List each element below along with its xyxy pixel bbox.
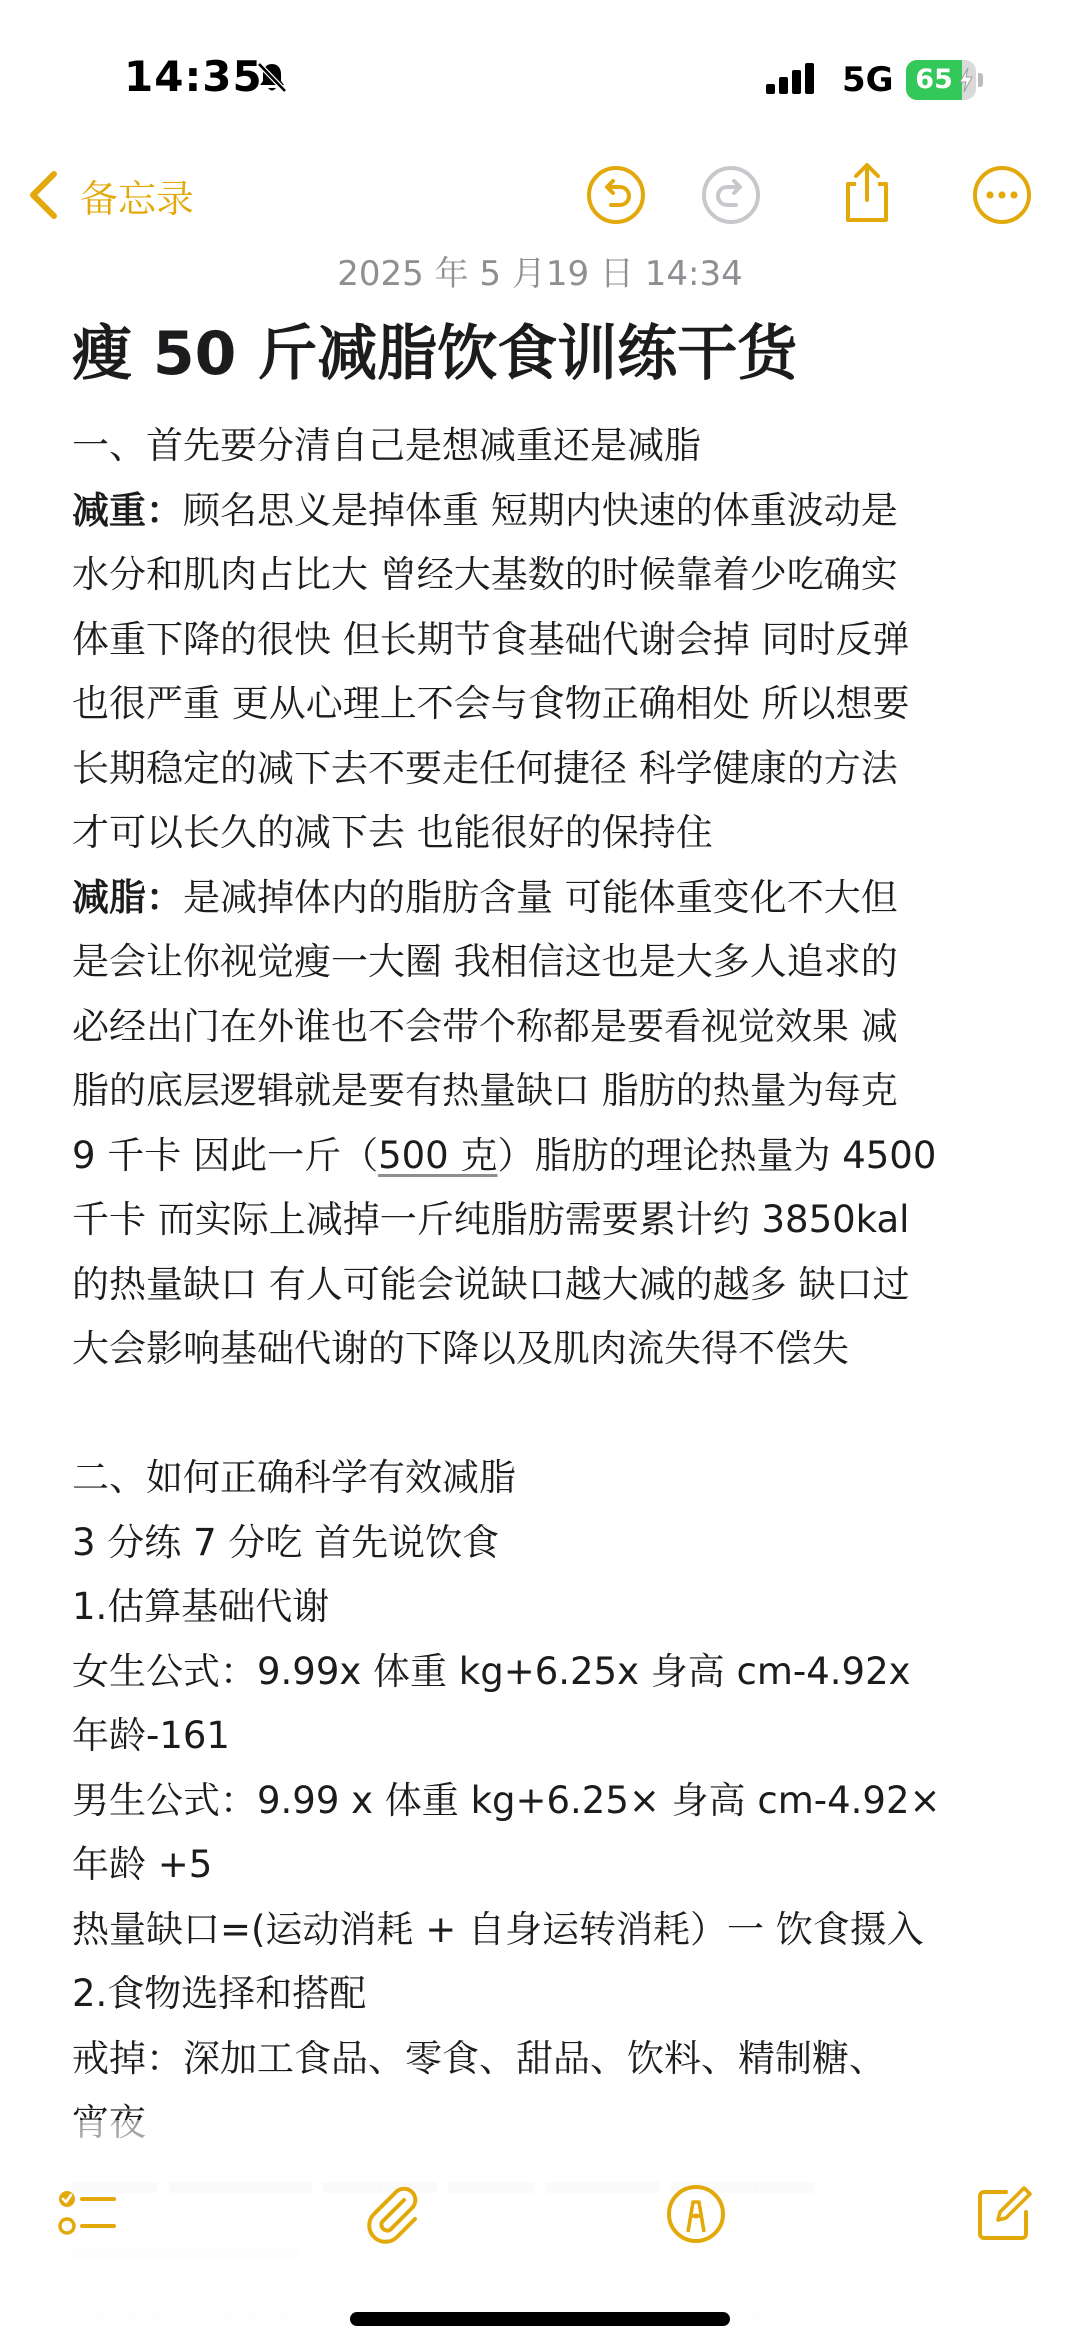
- bell-slash-icon: [254, 60, 290, 96]
- bottom-toolbar: [0, 2170, 1080, 2260]
- note-title: 瘦 50 斤减脂饮食训练干货: [72, 319, 798, 389]
- note-line: 的热量缺口 有人可能会说缺口越大减的越多 缺口过: [72, 1262, 910, 1306]
- note-date: 2025 年 5 月19 日 14:34: [337, 254, 743, 294]
- note-line-text: ）脂肪的理论热量为 4500: [497, 1133, 937, 1177]
- note-line-text: 9 千卡 因此一斤（: [72, 1133, 379, 1177]
- note-line: 也很严重 更从心理上不会与食物正确相处 所以想要: [72, 682, 910, 725]
- back-button[interactable]: [26, 162, 194, 228]
- note-line: 女生公式：9.99x 体重 kg+6.25x 身高 cm-4.92x: [72, 1649, 911, 1693]
- compose-icon[interactable]: [972, 2182, 1036, 2246]
- charging-bolt-icon: [958, 68, 974, 92]
- network-label: 5G: [842, 60, 894, 100]
- note-line: 热量缺口=(运动消耗 + 自身运转消耗）一 饮食摄入: [72, 1907, 924, 1951]
- note-line: 是会让你视觉瘦一大圈 我相信这也是大多人追求的: [72, 940, 898, 983]
- status-time: 14:35: [124, 52, 263, 101]
- underlined-text: 500 克: [378, 1133, 498, 1177]
- note-line: 大会影响基础代谢的下降以及肌肉流失得不偿失: [72, 1327, 849, 1370]
- note-line: 1.估算基础代谢: [72, 1585, 330, 1628]
- home-indicator[interactable]: [350, 2312, 730, 2326]
- note-line: 体重下降的很快 但长期节食基础代谢会掉 同时反弹: [72, 617, 910, 661]
- back-label: 备忘录: [80, 176, 195, 221]
- paperclip-icon[interactable]: [360, 2182, 424, 2246]
- signal-icon: [766, 62, 828, 96]
- status-bar: [0, 0, 1080, 150]
- battery-level: 65: [915, 64, 953, 95]
- blank-line: [72, 1382, 1022, 1447]
- note-line: 年龄-161: [72, 1714, 230, 1757]
- note-text: [72, 414, 1022, 2156]
- note-line: 二、如何正确科学有效减脂: [72, 1456, 516, 1499]
- share-icon[interactable]: [834, 160, 900, 226]
- note-line: 千卡 而实际上减掉一斤纯脂肪需要累计约 3850kal: [72, 1198, 910, 1241]
- redo-icon[interactable]: [700, 164, 762, 226]
- checklist-icon[interactable]: [54, 2182, 118, 2246]
- note-line: 脂的底层逻辑就是要有热量缺口 脂肪的热量为每克: [72, 1069, 898, 1112]
- note-line: 戒掉：深加工食品、零食、甜品、饮料、精制糖、: [72, 2036, 886, 2080]
- note-line: 3 分练 7 分吃 首先说饮食: [72, 1520, 500, 1564]
- note-line: [72, 1124, 1022, 1189]
- note-line: [72, 866, 1022, 931]
- label-fat-loss: 减脂：: [72, 875, 183, 919]
- note-line: 男生公式：9.99 x 体重 kg+6.25× 身高 cm-4.92×: [72, 1778, 941, 1822]
- note-body[interactable]: [72, 306, 1022, 2156]
- nav-bar: [0, 150, 1080, 240]
- note-line: 一、首先要分清自己是想减重还是减脂: [72, 424, 701, 467]
- note-line-text: 顾名思义是掉体重 短期内快速的体重波动是: [183, 488, 898, 532]
- label-weight-loss: 减重：: [72, 488, 183, 532]
- note-line-text: 是减掉体内的脂肪含量 可能体重变化不大但: [183, 875, 898, 919]
- undo-icon[interactable]: [585, 164, 647, 226]
- note-line: 年龄 +5: [72, 1843, 213, 1886]
- note-line: [72, 479, 1022, 544]
- more-icon[interactable]: [971, 164, 1033, 226]
- note-line: 长期稳定的减下去不要走任何捷径 科学健康的方法: [72, 746, 898, 790]
- note-line: 水分和肌肉占比大 曾经大基数的时候靠着少吃确实: [72, 553, 898, 596]
- note-line: 2.食物选择和搭配: [72, 1972, 367, 2015]
- note-line: 必经出门在外谁也不会带个称都是要看视觉效果 减: [72, 1004, 898, 1048]
- chevron-left-icon: [26, 170, 60, 220]
- battery-indicator: [906, 60, 984, 100]
- pen-icon[interactable]: [664, 2182, 728, 2246]
- note-line: 才可以长久的减下去 也能很好的保持住: [72, 811, 713, 854]
